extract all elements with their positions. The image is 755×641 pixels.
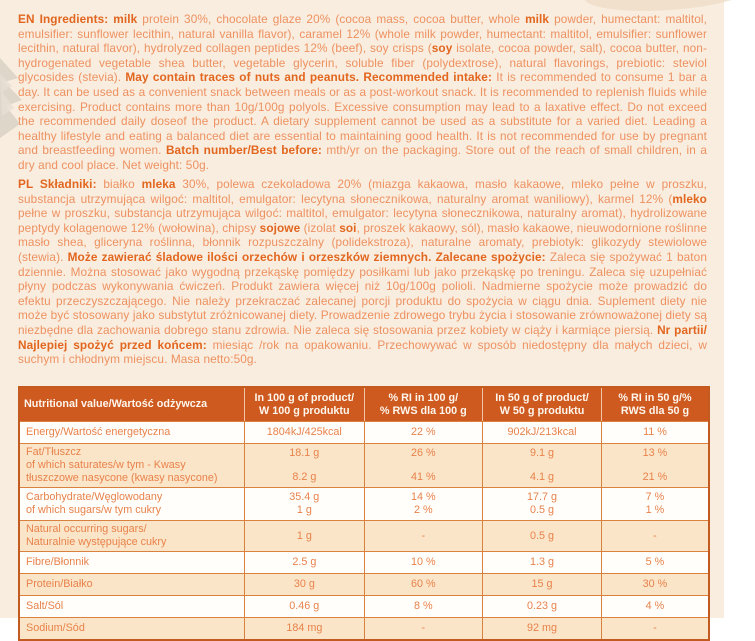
column-header [602,388,708,421]
row-label-line: Sodium/Sód [26,622,85,634]
text-run: 30%, polewa czekoladowa 20% (miazga kakaowa, masło kakaowe, mleko pełne w proszku, substancja utrzymująca wilgoć: maltitol, emulgator: lecytyna słonecznikowa, naturalny aromat waniliowy), karmel 12% ( [18,177,707,206]
row-label [20,422,245,443]
table-row [20,617,708,639]
text-run: białko [96,177,142,191]
table-row [20,551,708,573]
cell-value [483,488,602,520]
column-header-line: In 100 g of product/ [254,392,355,404]
bold-text-run: milk [525,12,550,26]
cell-value-line: 1 g [296,529,312,542]
text-run: (izolat [300,220,340,235]
cell-value-line: 8 % [414,600,433,612]
bold-text-run: mleko [672,191,707,206]
cell-value [365,521,483,551]
cell-value-line: 30 % [642,578,668,590]
cell-value-line: 7 % [645,491,665,503]
text-run: It is recommended to consume 1 bar a day. It can be used as a convenient snack between meals or as a post-workout snack. It is recommended to replenish fluids while exercising. Product contains more than 10g/100g polyols. Excessive consumption may lead to a laxative effect. Do not exceed the recommended daily doseof the product. A dietary supplement cannot be used as a substitute for a varied diet. Leading a healthy lifestyle and eating a balanced diet are essential to maintaining good health. It is not recommended for use by pregnant and breastfeeding women. [18,70,708,158]
cell-value [245,422,365,443]
cell-value-line: 1 g [296,504,312,516]
cell-value-line: 18.1 g [289,447,320,459]
cell-value [365,422,483,443]
row-label [20,444,245,487]
cell-value-line: 60 % [411,578,436,590]
cell-value-line: 26 % [411,447,436,459]
cell-value-line: 2.5 g [292,556,317,568]
bold-text-run: Nr partii/ Najlepiej spożyć przed końcem: [18,322,707,352]
table-row [20,520,708,551]
cell-value-line: - [653,529,657,542]
text-run: miesiąc /rok na opakowaniu. Przechowywać w sposób niedostępny dla małych dzieci, w suchym i chłodnym miejscu. Masa netto:50g. [18,337,707,367]
cell-value [602,574,708,595]
cell-value-line: 0.5 g [530,504,555,516]
cell-value-line: 184 mg [286,622,323,634]
cell-value [365,488,483,520]
row-label-line: of which sugars/w tym cukry [26,504,161,516]
cell-value-line: - [653,622,657,634]
column-header-line: RWS dla 50 g [620,404,690,417]
cell-value [483,521,602,551]
cell-value [365,574,483,595]
cell-value-line: 2 % [414,504,433,516]
row-label [20,618,245,639]
text-run: Zaleca się spożywać 1 baton dziennie. Można stosować jako wygodną przekąskę pomiędzy posiłkami lub jako przekąskę po treningu. Zaleca się uzupełniać płyny podczas wykonywania ćwiczeń. Produkt zawiera więcej niż 10g/100g polioli. Nadmierne spożycie może prowadzić do efektu przeczyszczającego. Nie należy przekraczać zalecanej porcji produktu do spożycia w ciągu dnia. Suplement diety nie może być stosowany jako substytut zróżnicowanej diety. Prowadzenie zdrowego trybu życia i stosowanie zrównoważonej diety są niezbędne dla zachowania dobrego stanu zdrowia. Nie zaleca się stosowania przez kobiety w ciąży i karmiące piersią. [18,249,707,337]
bold-text-run: May contain traces of nuts and peanuts. Recommended intake: [125,70,492,85]
bold-text-run: mleka [141,177,176,191]
cell-value-line: 11 % [643,426,667,438]
cell-value [483,574,602,595]
cell-value-line: 5 % [645,556,665,568]
cell-value [483,618,602,639]
text-run: mth/yr on the packaging. Store out of the reach of small children, in a dry and cool place. Net weight: 50g. [18,143,708,172]
column-header-line: % RI in 100 g/ [388,392,459,404]
cell-value [365,552,483,573]
text-run: isolate, cocoa powder, salt), cocoa butter, non- hydrogenated vegetable shea butter, vegetable glycerin, soluble fiber (polydextrose), natural flavorings, prebiotic: steviol glycosides (stevia). [18,41,707,85]
column-header-line: In 50 g of product/ [495,392,589,404]
column-header-line: W 50 g produktu [499,404,585,417]
row-label [20,552,245,573]
cell-value-line: - [421,622,426,634]
cell-value-line: 21 % [642,471,668,483]
column-header [20,388,245,421]
cell-value-line: 4.1 g [530,471,555,483]
row-label-line: Natural occurring sugars/ [26,523,147,535]
cell-value-line: 41 % [411,471,436,483]
row-label-line: tłuszczowe nasycone (kwasy nasycone) [26,472,218,484]
cell-value-line: 902kJ/213kcal [507,426,577,438]
bold-text-run: PL Składniki: [18,177,97,191]
cell-value-line: 0.23 g [526,600,558,612]
cell-value-line: 1 % [645,504,665,516]
cell-value-line: 1.3 g [530,556,555,568]
cell-value [245,552,365,573]
column-header-line: % RI in 50 g/% [618,392,692,404]
cell-value-line: 30 g [293,578,315,590]
cell-value-line: 9.1 g [530,447,555,459]
cell-value [602,521,708,551]
bold-text-run: soi [339,220,357,235]
cell-value-line: - [421,529,426,542]
nutrition-table [18,386,710,641]
bold-text-run: EN Ingredients: milk [18,12,138,26]
cell-value [483,422,602,443]
cell-value-line: 92 mg [527,622,558,634]
bold-text-run: Batch number/Best before: [165,143,322,158]
column-header [365,388,483,421]
cell-value [365,444,483,487]
cell-value [602,422,708,443]
row-label [20,574,245,595]
cell-value-line: 4 % [645,600,665,612]
row-label [20,521,245,551]
row-label-line: Fat/Tłuszcz [26,446,82,458]
cell-value [365,618,483,639]
table-row [20,443,708,487]
cell-value [245,488,365,520]
cell-value [483,444,602,487]
cell-value [602,552,708,573]
table-row [20,573,708,595]
text-run: , proszek kakaowy, sól), masło kakaowe, nieuwodornione roślinne masło shea, gliceryna roślinna, błonnik rozpuszczalny (polidekstroza), naturalne aromaty, prebiotyk: glikozydy stewiolowe (stewia). [18,220,707,264]
text-run: protein 30%, chocolate glaze 20% (cocoa mass, cocoa butter, whole [137,12,526,26]
column-header [483,388,602,421]
row-label [20,488,245,520]
cell-value-line: 13 % [642,447,668,459]
column-header-line: % RWS dla 100 g [379,404,467,417]
cell-value-line: 0.5 g [530,529,555,542]
cell-value [245,521,365,551]
cell-value [245,618,365,639]
cell-value-line: 0.46 g [289,600,320,612]
cell-value [602,596,708,617]
cell-value-line: 35.4 g [289,491,320,503]
table-row [20,421,708,443]
bold-text-run: soy [431,41,453,56]
table-row [20,595,708,617]
ingredients-text-pl [18,177,707,367]
bold-text-run: sojowe [259,220,301,235]
cell-value-line: 22 % [411,426,436,438]
cell-value-line: 15 g [531,578,553,590]
bold-text-run: Może zawierać śladowe ilości orzechów i orzeszków ziemnych. Zalecane spożycie: [67,249,546,264]
row-label [20,596,245,617]
column-header-line: W 100 g produktu [259,404,350,417]
table-row [20,487,708,520]
row-label-line: Fibre/Błonnik [26,556,90,568]
cell-value [602,488,708,520]
cell-value [602,444,708,487]
cell-value-line: 14 % [411,491,436,503]
row-label-line: Energy/Wartość energetyczna [26,426,171,438]
cell-value [483,552,602,573]
cell-value-line: 17.7 g [526,491,558,503]
row-label-line: of which saturates/w tym - Kwasy [26,459,186,471]
cell-value [245,574,365,595]
column-header-line: Nutritional value/Wartość odżywcza [24,398,208,411]
cell-value [245,444,365,487]
row-label-line: Salt/Sól [26,600,64,612]
text-run: pełne w proszku, substancja utrzymująca wilgoć: maltitol, emulgator: lecytyna słonecznikowa, naturalny aromat), hydrolizowane peptydy kolagenowe 12% (wołowina), chipsy [18,206,707,235]
column-header [245,388,365,421]
row-label-line: Naturalnie występujące cukry [26,536,167,548]
row-label-line: Carbohydrate/Węglowodany [26,491,163,503]
row-label-line: Protein/Białko [26,578,93,590]
cell-value-line: 1804kJ/425kcal [266,426,342,438]
ingredients-text-en [18,12,707,173]
text-run: powder, humectant: maltitol, emulsifier: sunflower lecithin, natural vanilla flavor), caramel 12% (whole milk powder, humectant: maltitol, emulsifier: sunflower lecithin, natural flavor), hydrolyzed collagen peptides 12% (beef), soy crisps ( [18,12,707,56]
cell-value-line: 8.2 g [292,471,317,483]
cell-value [483,596,602,617]
cell-value [602,618,708,639]
table-header-row [20,388,708,421]
cell-value [245,596,365,617]
cell-value-line: 10 % [411,556,436,568]
cell-value [365,596,483,617]
